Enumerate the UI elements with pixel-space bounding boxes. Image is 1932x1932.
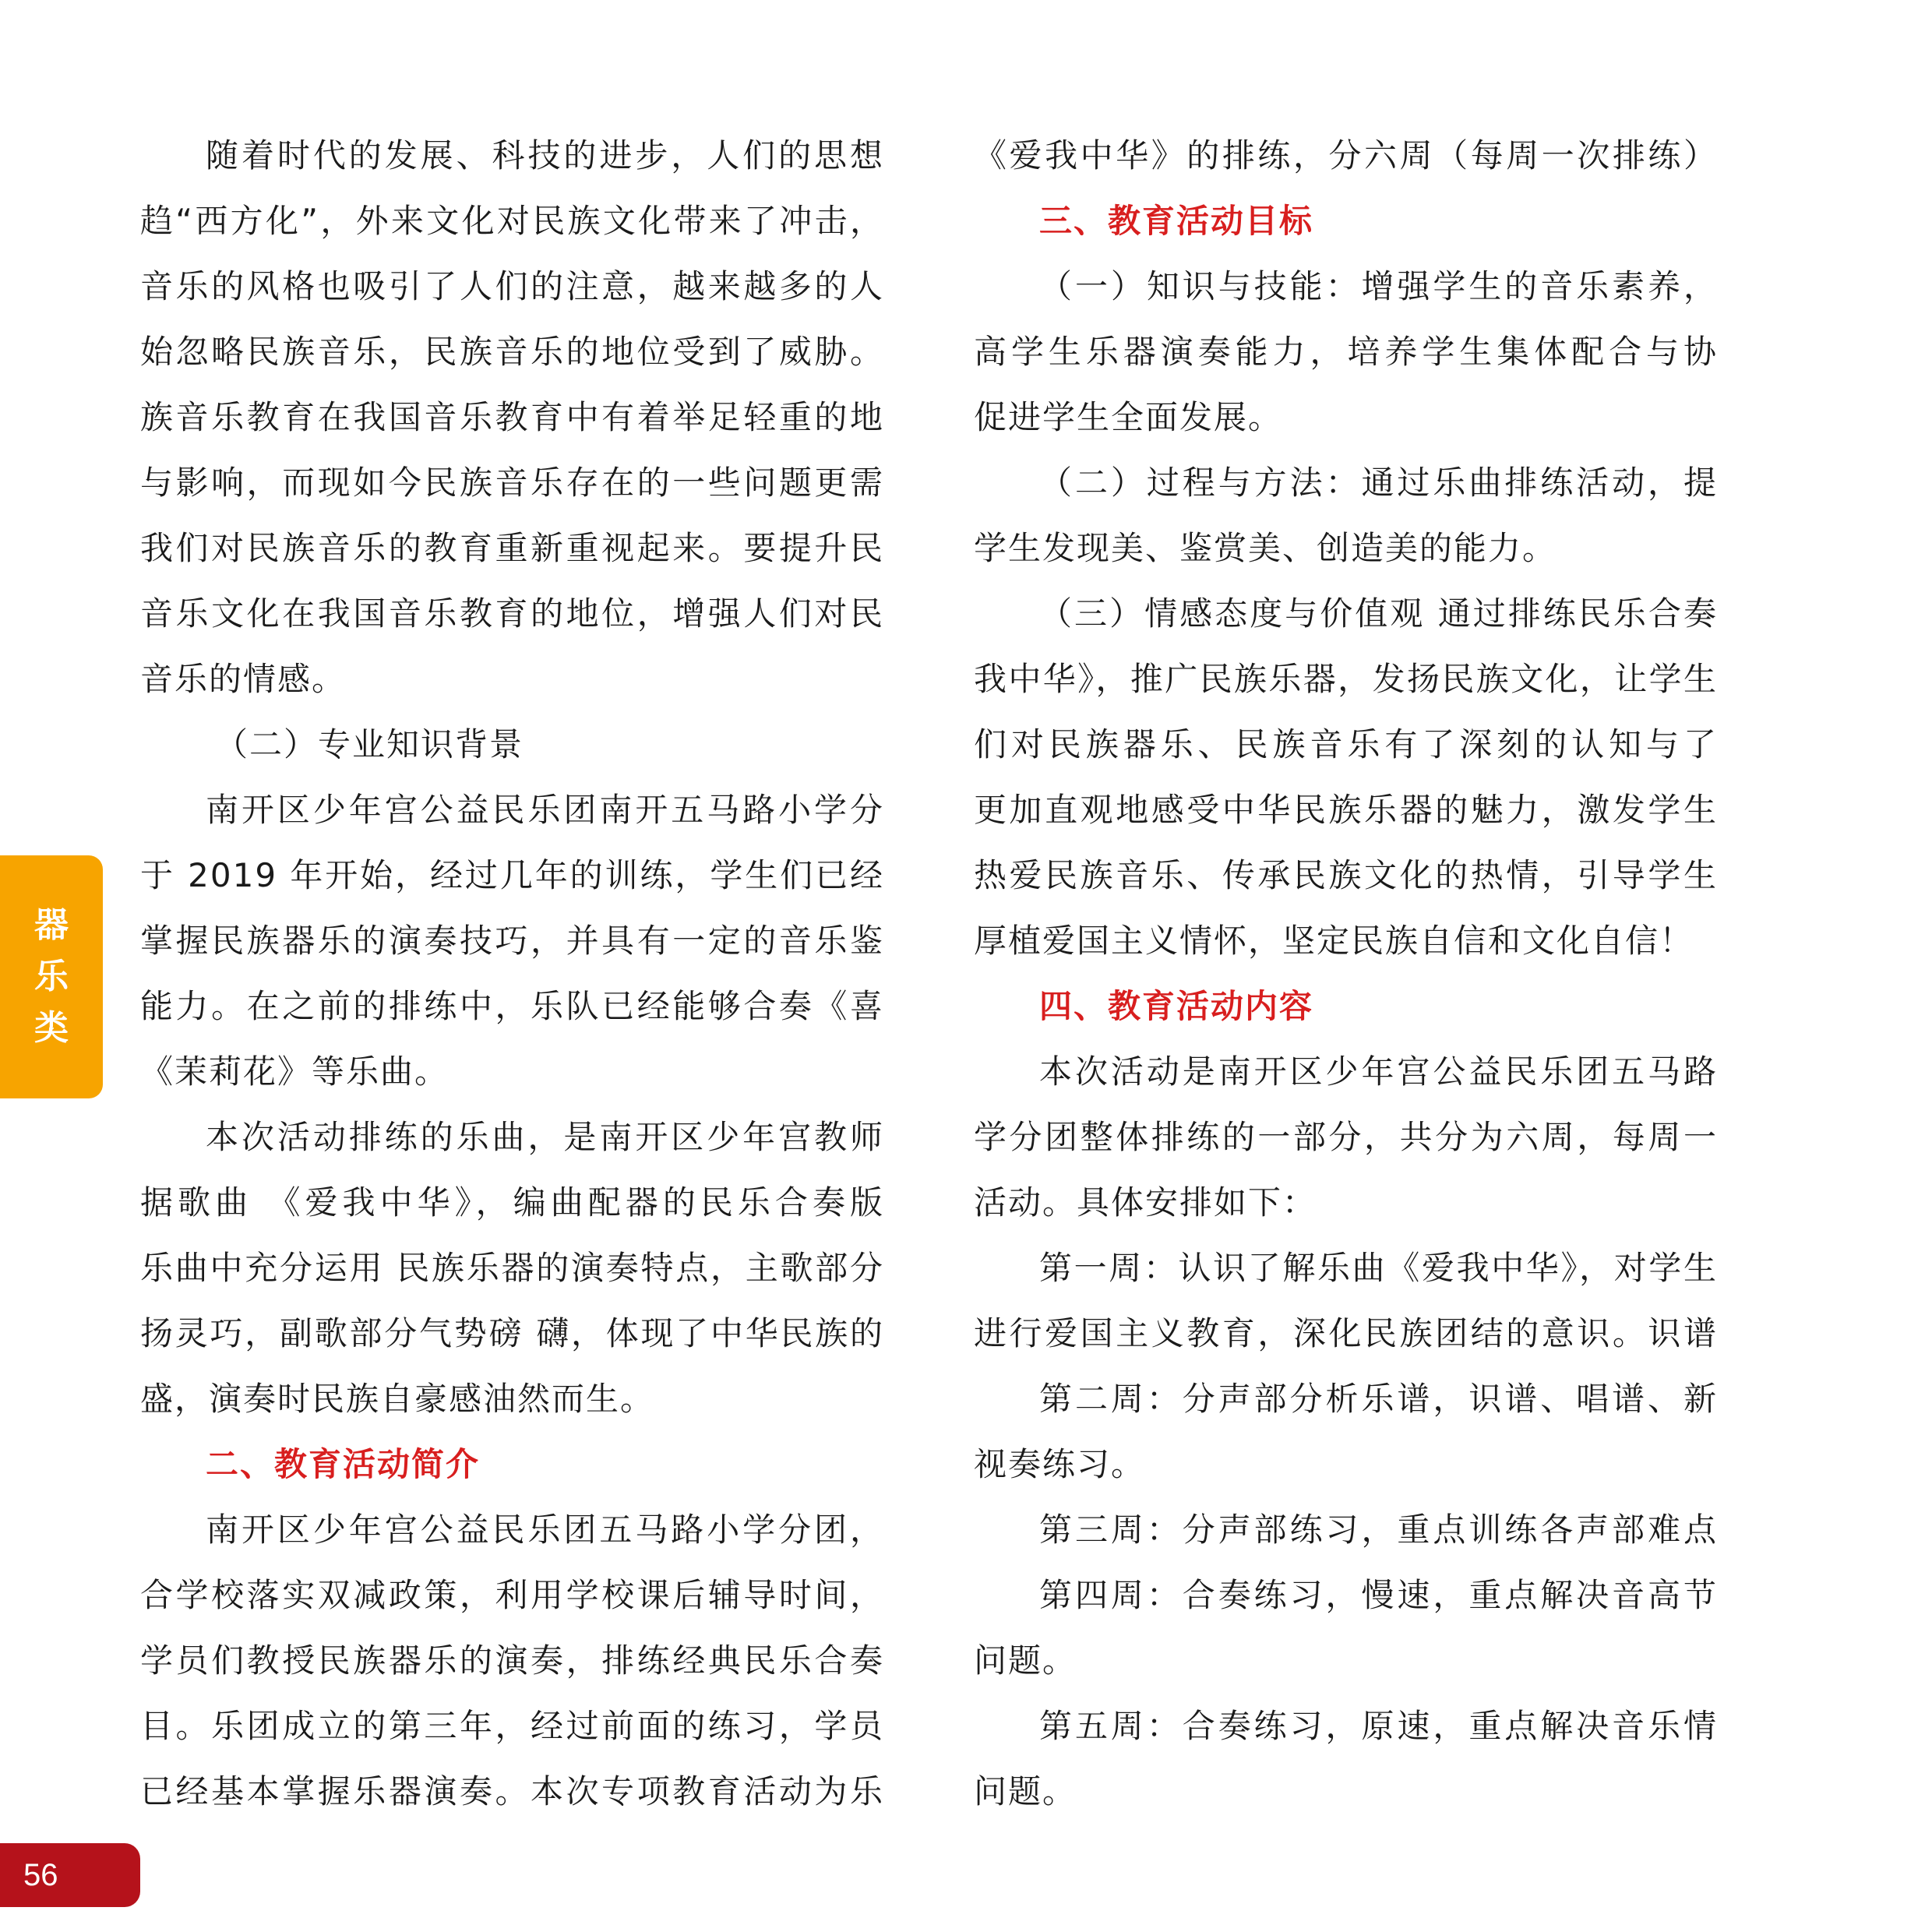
section-heading: 三、教育活动目标 (1039, 202, 1314, 240)
category-tab (0, 855, 103, 1098)
page-number: 56 (0, 1843, 140, 1907)
paragraph-line: 视奏练习。 (974, 1445, 1146, 1483)
paragraph-line: 与影响，而现如今民族音乐存在的一些问题更需 (140, 464, 884, 502)
paragraph-line: （二）过程与方法：通过乐曲排练活动，提 (1039, 464, 1718, 502)
paragraph-line: 能力。在之前的排练中，乐队已经能够合奏《喜 (140, 987, 884, 1025)
paragraph-line: 已经基本掌握乐器演奏。本次专项教育活动为乐 (140, 1772, 884, 1810)
paragraph-line: 学分团整体排练的一部分，共分为六周，每周一 (974, 1118, 1718, 1156)
paragraph-line: 高学生乐器演奏能力，培养学生集体配合与协 (974, 333, 1718, 371)
paragraph-line: 厚植爱国主义情怀，坚定民族自信和文化自信！ (974, 922, 1694, 960)
paragraph-line: 始忽略民族音乐，民族音乐的地位受到了威胁。 (140, 333, 884, 371)
paragraph-line: 于 2019 年开始，经过几年的训练，学生们已经 (140, 856, 884, 894)
paragraph-line: 扬灵巧，副歌部分气势磅 礴，体现了中华民族的 (140, 1314, 884, 1352)
paragraph-line: 音乐文化在我国音乐教育的地位，增强人们对民 (140, 594, 884, 633)
paragraph-line: 我们对民族音乐的教育重新重视起来。要提升民 (140, 529, 884, 567)
paragraph-line: 乐曲中充分运用 民族乐器的演奏特点，主歌部分 (140, 1249, 884, 1287)
paragraph-line: 合学校落实双减政策，利用学校课后辅导时间， (140, 1576, 884, 1614)
paragraph-line: 《茉莉花》等乐曲。 (140, 1052, 450, 1091)
paragraph-line: 目。乐团成立的第三年，经过前面的练习，学员 (140, 1707, 884, 1745)
category-tab-char: 类 (34, 1008, 69, 1048)
paragraph-line: 《爱我中华》的排练，分六周（每周一次排练） (974, 136, 1718, 175)
paragraph-line: 音乐的风格也吸引了人们的注意，越来越多的人 (140, 267, 884, 305)
paragraph-line: 问题。 (974, 1641, 1077, 1680)
subsection-heading: （二）专业知识背景 (215, 725, 524, 763)
paragraph-line: 第二周：分声部分析乐谱，识谱、唱谱、新 (1039, 1380, 1718, 1418)
section-heading: 二、教育活动简介 (206, 1445, 481, 1483)
paragraph-line: 活动。具体安排如下： (974, 1183, 1317, 1222)
paragraph-line: 学生发现美、鉴赏美、创造美的能力。 (974, 529, 1557, 567)
paragraph-line: 第三周：分声部练习，重点训练各声部难点 (1039, 1511, 1718, 1549)
paragraph-line: 本次活动排练的乐曲，是南开区少年宫教师 (206, 1118, 884, 1156)
paragraph-line: 本次活动是南开区少年宫公益民乐团五马路 (1039, 1052, 1718, 1091)
paragraph-line: （一）知识与技能：增强学生的音乐素养， (1039, 267, 1718, 305)
paragraph-line: 南开区少年宫公益民乐团南开五马路小学分 (206, 791, 884, 829)
category-tab-char: 器 (34, 905, 69, 945)
paragraph-line: 掌握民族器乐的演奏技巧，并具有一定的音乐鉴 (140, 922, 884, 960)
paragraph-line: 进行爱国主义教育，深化民族团结的意识。识谱 (974, 1314, 1718, 1352)
section-heading: 四、教育活动内容 (1039, 987, 1314, 1025)
paragraph-line: 随着时代的发展、科技的进步，人们的思想 (206, 136, 884, 175)
paragraph-line: 更加直观地感受中华民族乐器的魅力，激发学生 (974, 791, 1718, 829)
category-tab-char: 乐 (34, 957, 69, 996)
paragraph-line: 第四周：合奏练习，慢速，重点解决音高节 (1039, 1576, 1718, 1614)
paragraph-line: 第五周：合奏练习，原速，重点解决音乐情 (1039, 1707, 1718, 1745)
paragraph-line: 们对民族器乐、民族音乐有了深刻的认知与了 (974, 725, 1718, 763)
left-column (140, 123, 884, 1824)
paragraph-line: （三）情感态度与价值观 通过排练民乐合奏 (1039, 594, 1718, 633)
paragraph-line: 问题。 (974, 1772, 1077, 1810)
paragraph-line: 音乐的情感。 (140, 660, 347, 698)
paragraph-line: 第一周：认识了解乐曲《爱我中华》，对学生 (1039, 1249, 1718, 1287)
paragraph-line: 学员们教授民族器乐的演奏，排练经典民乐合奏 (140, 1641, 884, 1680)
right-column (974, 123, 1718, 1824)
paragraph-line: 我中华》，推广民族乐器，发扬民族文化，让学生 (974, 660, 1718, 698)
paragraph-line: 据歌曲 《爱我中华》，编曲配器的民乐合奏版 (140, 1183, 884, 1222)
paragraph-line: 热爱民族音乐、传承民族文化的热情，引导学生 (974, 856, 1718, 894)
paragraph-line: 趋“西方化”，外来文化对民族文化带来了冲击， (140, 202, 884, 240)
paragraph-line: 族音乐教育在我国音乐教育中有着举足轻重的地 (140, 398, 884, 436)
paragraph-line: 盛，演奏时民族自豪感油然而生。 (140, 1380, 655, 1418)
paragraph-line: 促进学生全面发展。 (974, 398, 1283, 436)
paragraph-line: 南开区少年宫公益民乐团五马路小学分团， (206, 1511, 884, 1549)
